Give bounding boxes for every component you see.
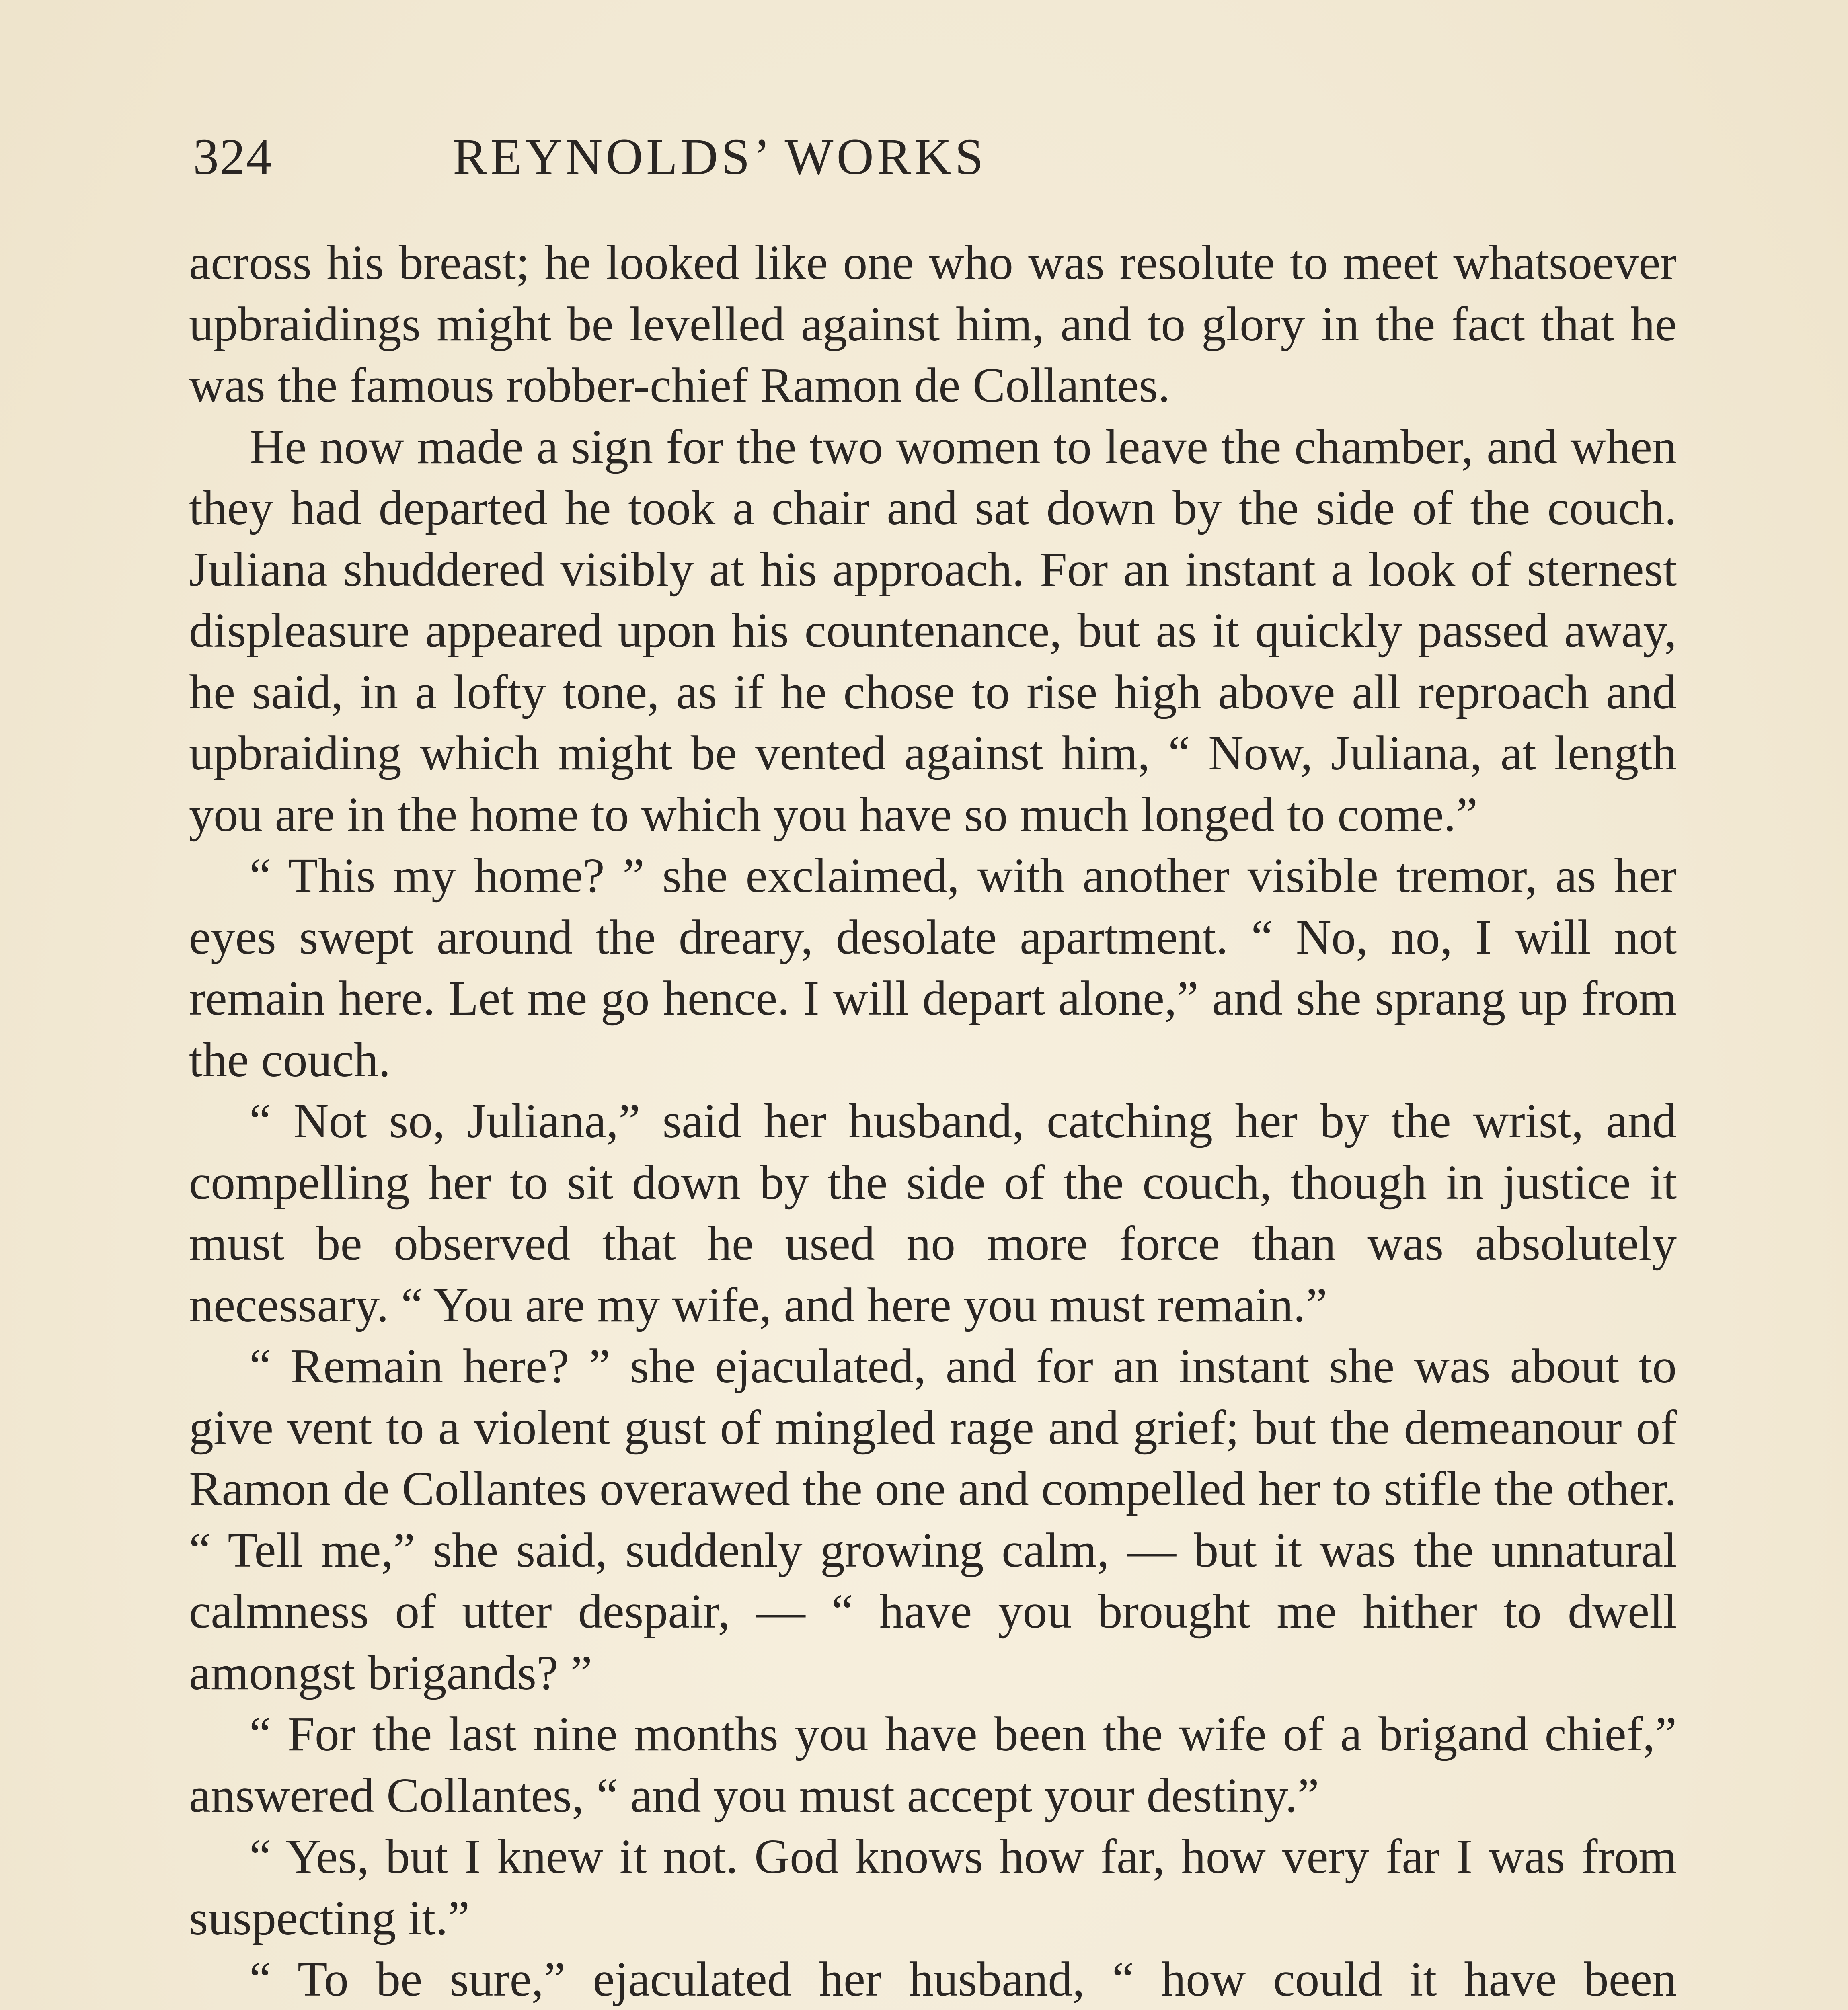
paragraph-1: across his breast; he looked like one who was resolute to meet whatsoever upbraidings might be levelled against him, and to glory in the fact that he was the famous robber-chief Ramon de Collantes. xyxy=(189,236,1677,412)
paragraph-7: “ Yes, but I knew it not. God knows how far, how very far I was from suspecting it.” xyxy=(189,1830,1677,1945)
body-text xyxy=(189,232,1677,2010)
paragraph-4: “ Not so, Juliana,” said her husband, catching her by the wrist, and compelling her to sit down by the side of the couch, though in justice it must be observed that he used no more force than was absolutely necessary. “ You are my wife, and here you must remain.” xyxy=(189,1094,1677,1332)
paragraph-8: “ To be sure,” ejaculated her husband, “ how could it have been xyxy=(249,1952,1677,2006)
paragraph-6: “ For the last nine months you have been the wife of a brigand chief,” answered Collantes, “ and you must accept your destiny.” xyxy=(189,1707,1677,1823)
running-title: REYNOLDS’ WORKS xyxy=(453,128,987,185)
page-number: 324 xyxy=(193,128,273,185)
paragraph-3: “ This my home? ” she exclaimed, with another visible tremor, as her eyes swept around the dreary, desolate apartment. “ No, no, I will not remain here. Let me go hence. I will depart alone,” and she sprang up from the couch. xyxy=(189,849,1677,1087)
paragraph-5: “ Remain here? ” she ejaculated, and for an instant she was about to give vent to a violent gust of mingled rage and grief; but the demeanour of Ramon de Collantes overawed the one and compelled her to stifle the other. “ Tell me,” she said, suddenly growing calm, — but it was the unnatural calmness of utter despair, — “ have you brought me hither to dwell amongst brigands? ” xyxy=(189,1339,1677,1700)
page-header xyxy=(193,121,1246,193)
paragraph-2: He now made a sign for the two women to leave the chamber, and when they had departed he took a chair and sat down by the side of the couch. Juliana shuddered visibly at his approach. For an instant a look of sternest displeasure appeared upon his countenance, but as it quickly passed away, he said, in a lofty tone, as if he chose to rise high above all reproach and upbraiding which might be vented against him, “ Now, Juliana, at length you are in the home to which you have so much longed to come.” xyxy=(189,419,1677,842)
